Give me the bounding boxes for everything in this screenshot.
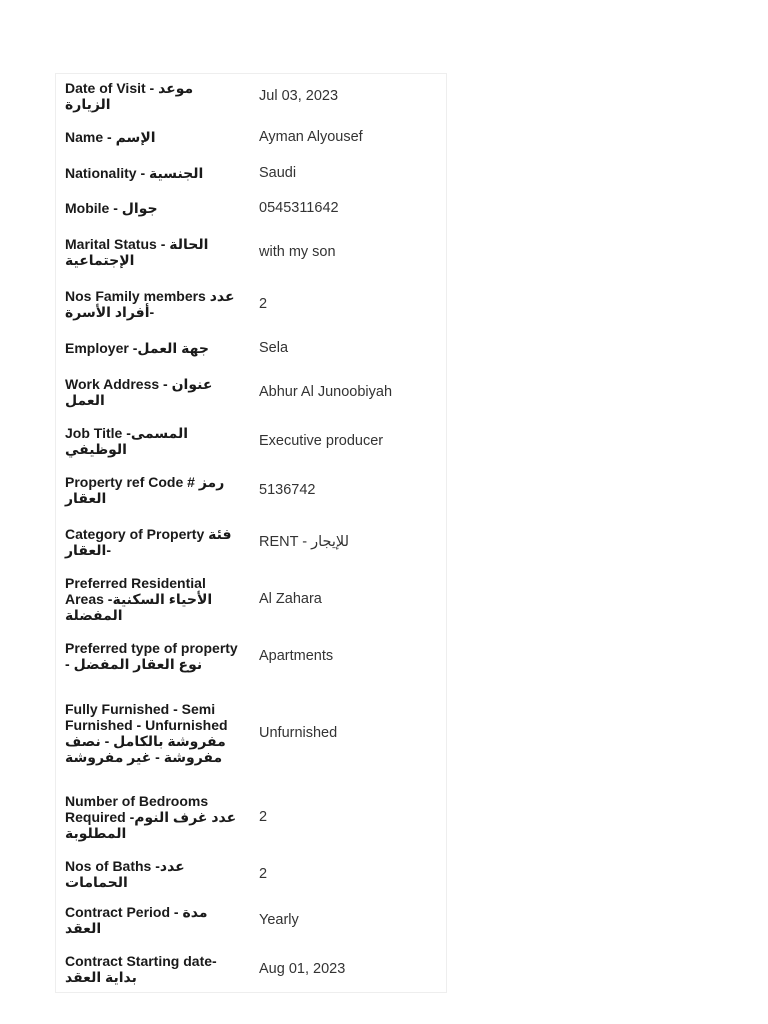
- field-label: Name - الإسم: [65, 129, 156, 145]
- table-row: [55, 516, 447, 568]
- field-value: 2: [259, 809, 268, 825]
- table-row: [55, 897, 447, 943]
- table-row: [55, 943, 447, 995]
- table-row: [55, 682, 447, 783]
- table-row: [55, 366, 447, 418]
- field-value: Yearly: [259, 912, 299, 928]
- field-label: Date of Visit - موعد الزيارة: [65, 80, 194, 112]
- field-value: Abhur Al Junoobiyah: [259, 384, 393, 400]
- field-value: Jul 03, 2023: [259, 88, 339, 104]
- table-row: [55, 630, 447, 682]
- table-row: [55, 119, 447, 155]
- field-label: Nationality - الجنسية: [65, 164, 204, 181]
- field-value: RENT - للإيجار: [259, 534, 349, 550]
- field-label: Preferred Residential Areas -الأحياء السكنية المفضلة: [65, 575, 213, 623]
- table-row: [55, 418, 447, 464]
- field-value: with my son: [259, 244, 336, 260]
- field-value: Sela: [259, 340, 289, 356]
- table-row: [55, 155, 447, 190]
- field-value: 0545311642: [259, 200, 339, 216]
- field-label: Employer -جهة العمل: [65, 340, 209, 356]
- field-label: Mobile - جوال: [65, 200, 158, 216]
- field-label: Category of Property فئة العقار-: [65, 526, 232, 558]
- table-row: [55, 783, 447, 851]
- field-value: 5136742: [259, 482, 316, 498]
- table-row: [55, 278, 447, 330]
- field-value: Unfurnished: [259, 724, 338, 741]
- field-label: Property ref Code # رمز العقار: [65, 474, 225, 506]
- field-label: Number of Bedrooms Required -عدد غرف النوم المطلوبة: [65, 793, 237, 841]
- visit-details-table: [55, 73, 447, 995]
- field-label: Nos Family members عدد أفراد الأسرة-: [65, 288, 235, 320]
- field-value: 2: [259, 866, 268, 882]
- table-row: [55, 568, 447, 630]
- table-row: [55, 464, 447, 516]
- field-label: Preferred type of property - نوع العقار المفضل: [65, 640, 238, 672]
- field-label: Work Address - عنوان العمل: [65, 376, 213, 408]
- field-label: Contract Starting date- بداية العقد: [65, 953, 217, 985]
- field-value: 2: [259, 296, 268, 312]
- table-row: [55, 330, 447, 366]
- field-label: Contract Period - مدة العقد: [65, 904, 208, 936]
- table-row: [55, 190, 447, 226]
- field-value: Ayman Alyousef: [259, 129, 363, 145]
- field-value: Executive producer: [259, 433, 384, 449]
- field-value: Apartments: [259, 648, 334, 664]
- field-label: Job Title -المسمى الوظيفي: [65, 425, 189, 457]
- table-row: [55, 226, 447, 278]
- table-row: [55, 73, 447, 119]
- field-value: Aug 01, 2023: [259, 961, 346, 977]
- field-label: Marital Status - الحالة الإجتماعية: [65, 236, 209, 268]
- field-value: Saudi: [259, 164, 297, 181]
- field-label: Fully Furnished - Semi Furnished - Unfurnished مفروشة بالكامل - نصف مفروشة - غير مفروشة: [65, 700, 228, 765]
- table-row: [55, 851, 447, 897]
- field-value: Al Zahara: [259, 591, 322, 607]
- field-label: Nos of Baths -عدد الحمامات: [65, 858, 185, 890]
